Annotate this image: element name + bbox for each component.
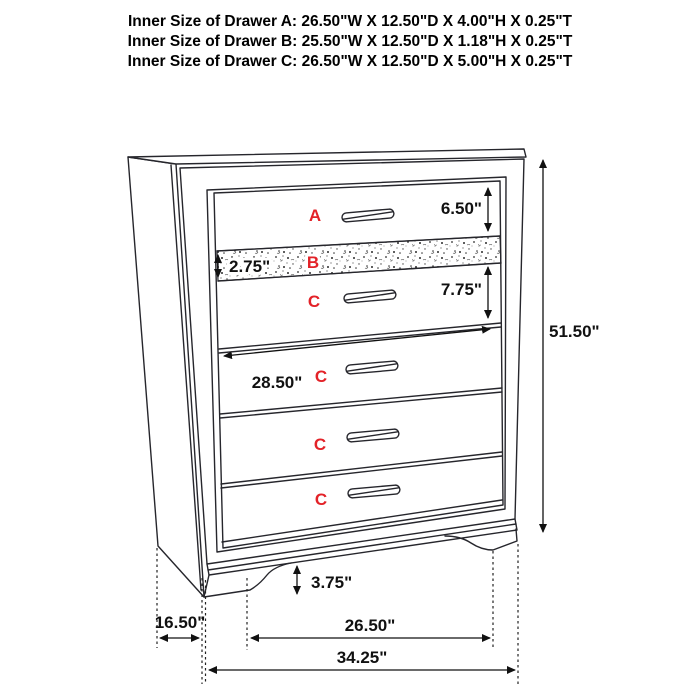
drawer-letter-c3: C (313, 435, 327, 454)
drawer-letter-a: A (308, 206, 322, 225)
drawer-letter-c1: C (307, 292, 321, 311)
drawer-letter-c4: C (314, 490, 328, 509)
drawer-letter-b: B (306, 253, 320, 272)
spec-line-drawer-c: Inner Size of Drawer C: 26.50"W X 12.50"D X 5.00"H X 0.25"T (127, 53, 573, 70)
dim-label-drawer-width: 28.50" (251, 373, 303, 392)
dim-label-overall-height: 51.50" (549, 322, 600, 341)
spec-line-drawer-b: Inner Size of Drawer B: 25.50"W X 12.50"D X 1.18"H X 0.25"T (127, 33, 573, 50)
dim-label-drawer-a-height: 6.50" (440, 199, 482, 218)
dim-label-depth: 16.50" (154, 613, 206, 632)
dim-label-foot-height: 3.75" (311, 573, 353, 592)
dim-label-drawer-b-height: 2.75" (229, 257, 271, 276)
drawer-letter-c2: C (314, 367, 328, 386)
dim-label-feet-span: 26.50" (344, 616, 396, 635)
dim-label-drawer-c-height: 7.75" (440, 280, 482, 299)
dim-label-overall-width: 34.25" (336, 648, 388, 667)
spec-line-drawer-a: Inner Size of Drawer A: 26.50"W X 12.50"D X 4.00"H X 0.25"T (127, 13, 573, 30)
